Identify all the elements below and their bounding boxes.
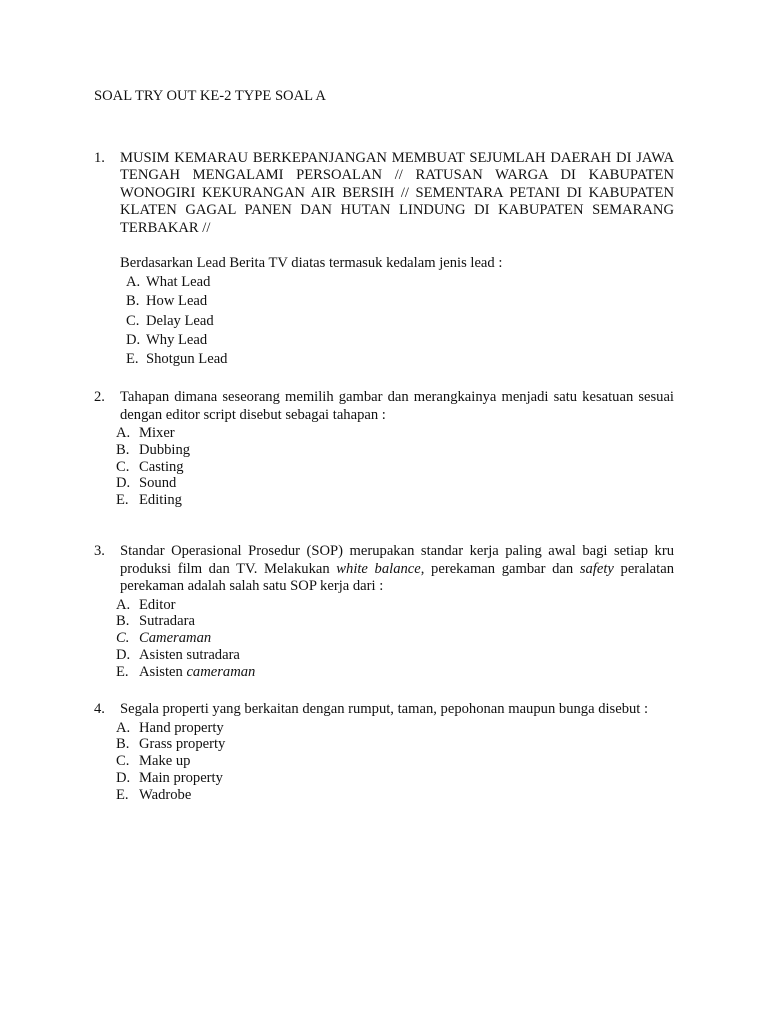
option-text: Cameraman [139, 630, 212, 647]
option-text: Delay Lead [146, 312, 214, 329]
option-text: Editor [139, 596, 176, 613]
option-text: Sutradara [139, 613, 195, 630]
option-a [114, 720, 674, 737]
option-list [120, 273, 674, 369]
option-c [114, 459, 674, 476]
question-text-part: peralatan perekaman adalah salah satu SOP kerja dari : [120, 560, 674, 594]
option-d [114, 475, 674, 492]
option-letter: D. [126, 331, 141, 348]
question-4 [94, 701, 674, 803]
question-text-part: Standar Operasional Prosedur (SOP) merupakan standar kerja paling awal bagi setiap kru produksi film dan TV. Melakukan [120, 543, 674, 577]
option-text: Grass property [139, 736, 226, 753]
option-letter: A. [126, 274, 141, 291]
question-1 [94, 150, 674, 370]
option-c [114, 630, 674, 647]
option-b [114, 736, 674, 753]
option-text: Hand property [139, 719, 224, 736]
option-text: Make up [139, 753, 191, 770]
option-letter: B. [116, 736, 130, 753]
option-d [114, 770, 674, 787]
option-c [120, 312, 674, 331]
option-text: Editing [139, 492, 182, 509]
document-title: SOAL TRY OUT KE-2 TYPE SOAL A [94, 88, 326, 104]
option-letter: A. [116, 425, 131, 441]
option-letter: C. [126, 312, 140, 329]
question-text: Tahapan dimana seseorang memilih gambar dan merangkainya menjadi satu kesatuan sesuai dengan editor script disebut sebagai tahapan : [120, 389, 674, 423]
option-e [114, 664, 674, 681]
option-letter: C. [116, 630, 130, 647]
option-text: Why Lead [146, 331, 208, 348]
option-letter: E. [116, 492, 129, 509]
option-list [114, 597, 674, 681]
option-letter: D. [116, 769, 131, 786]
option-text: Dubbing [139, 441, 191, 458]
question-number: 3. [94, 543, 105, 559]
question-text-italic: safety [579, 560, 614, 577]
question-number: 1. [94, 150, 105, 166]
option-e [114, 787, 674, 804]
option-e [120, 350, 674, 369]
question-prompt: Berdasarkan Lead Berita TV diatas termasuk kedalam jenis lead : [120, 255, 503, 272]
option-letter: E. [126, 351, 139, 368]
option-text: How Lead [146, 293, 208, 310]
option-text: Main property [139, 769, 223, 786]
option-text: Shotgun Lead [146, 351, 228, 368]
question-number: 2. [94, 389, 105, 405]
option-text: Mixer [139, 425, 175, 441]
option-list [114, 720, 674, 804]
option-d [114, 647, 674, 664]
option-e [114, 492, 674, 509]
option-a [114, 425, 674, 442]
question-text-italic: white balance [336, 560, 421, 577]
option-letter: B. [126, 293, 140, 310]
option-text: Casting [139, 458, 184, 475]
option-c [114, 753, 674, 770]
question-text-part: , perekaman gambar dan [420, 560, 580, 577]
question-3 [94, 543, 674, 680]
option-text-italic: cameraman [186, 663, 256, 680]
option-text: Sound [139, 475, 177, 492]
option-b [120, 292, 674, 311]
option-letter: A. [116, 596, 131, 613]
option-text: Wadrobe [139, 786, 192, 803]
question-number: 4. [94, 701, 105, 717]
option-letter: C. [116, 753, 130, 770]
option-text: What Lead [146, 274, 211, 291]
option-letter: E. [116, 786, 129, 803]
option-b [114, 442, 674, 459]
option-letter: B. [116, 613, 130, 630]
option-a [120, 273, 674, 292]
option-a [114, 597, 674, 614]
question-text: Segala properti yang berkaitan dengan rumput, taman, pepohonan maupun bunga disebut : [120, 701, 649, 717]
question-2 [94, 389, 674, 509]
option-letter: C. [116, 458, 130, 475]
option-text: Asisten sutradara [139, 646, 240, 663]
option-letter: B. [116, 441, 130, 458]
option-letter: D. [116, 475, 131, 492]
option-letter: D. [116, 646, 131, 663]
option-letter: E. [116, 663, 129, 680]
option-list [114, 425, 674, 509]
question-text: MUSIM KEMARAU BERKEPANJANGAN MEMBUAT SEJUMLAH DAERAH DI JAWA TENGAH MENGALAMI PERSOALAN // RATUSAN WARGA DI KABUPATEN WONOGIRI KEKURANGAN AIR BERSIH // SEMENTARA PETANI DI KABUPATEN KLATEN GAGAL PANEN DAN HUTAN LINDUNG DI KABUPATEN SEMARANG TERBAKAR // [120, 150, 674, 236]
option-b [114, 613, 674, 630]
question-text [120, 543, 674, 596]
option-letter: A. [116, 719, 131, 736]
option-d [120, 331, 674, 350]
option-text: Asisten [139, 663, 187, 680]
